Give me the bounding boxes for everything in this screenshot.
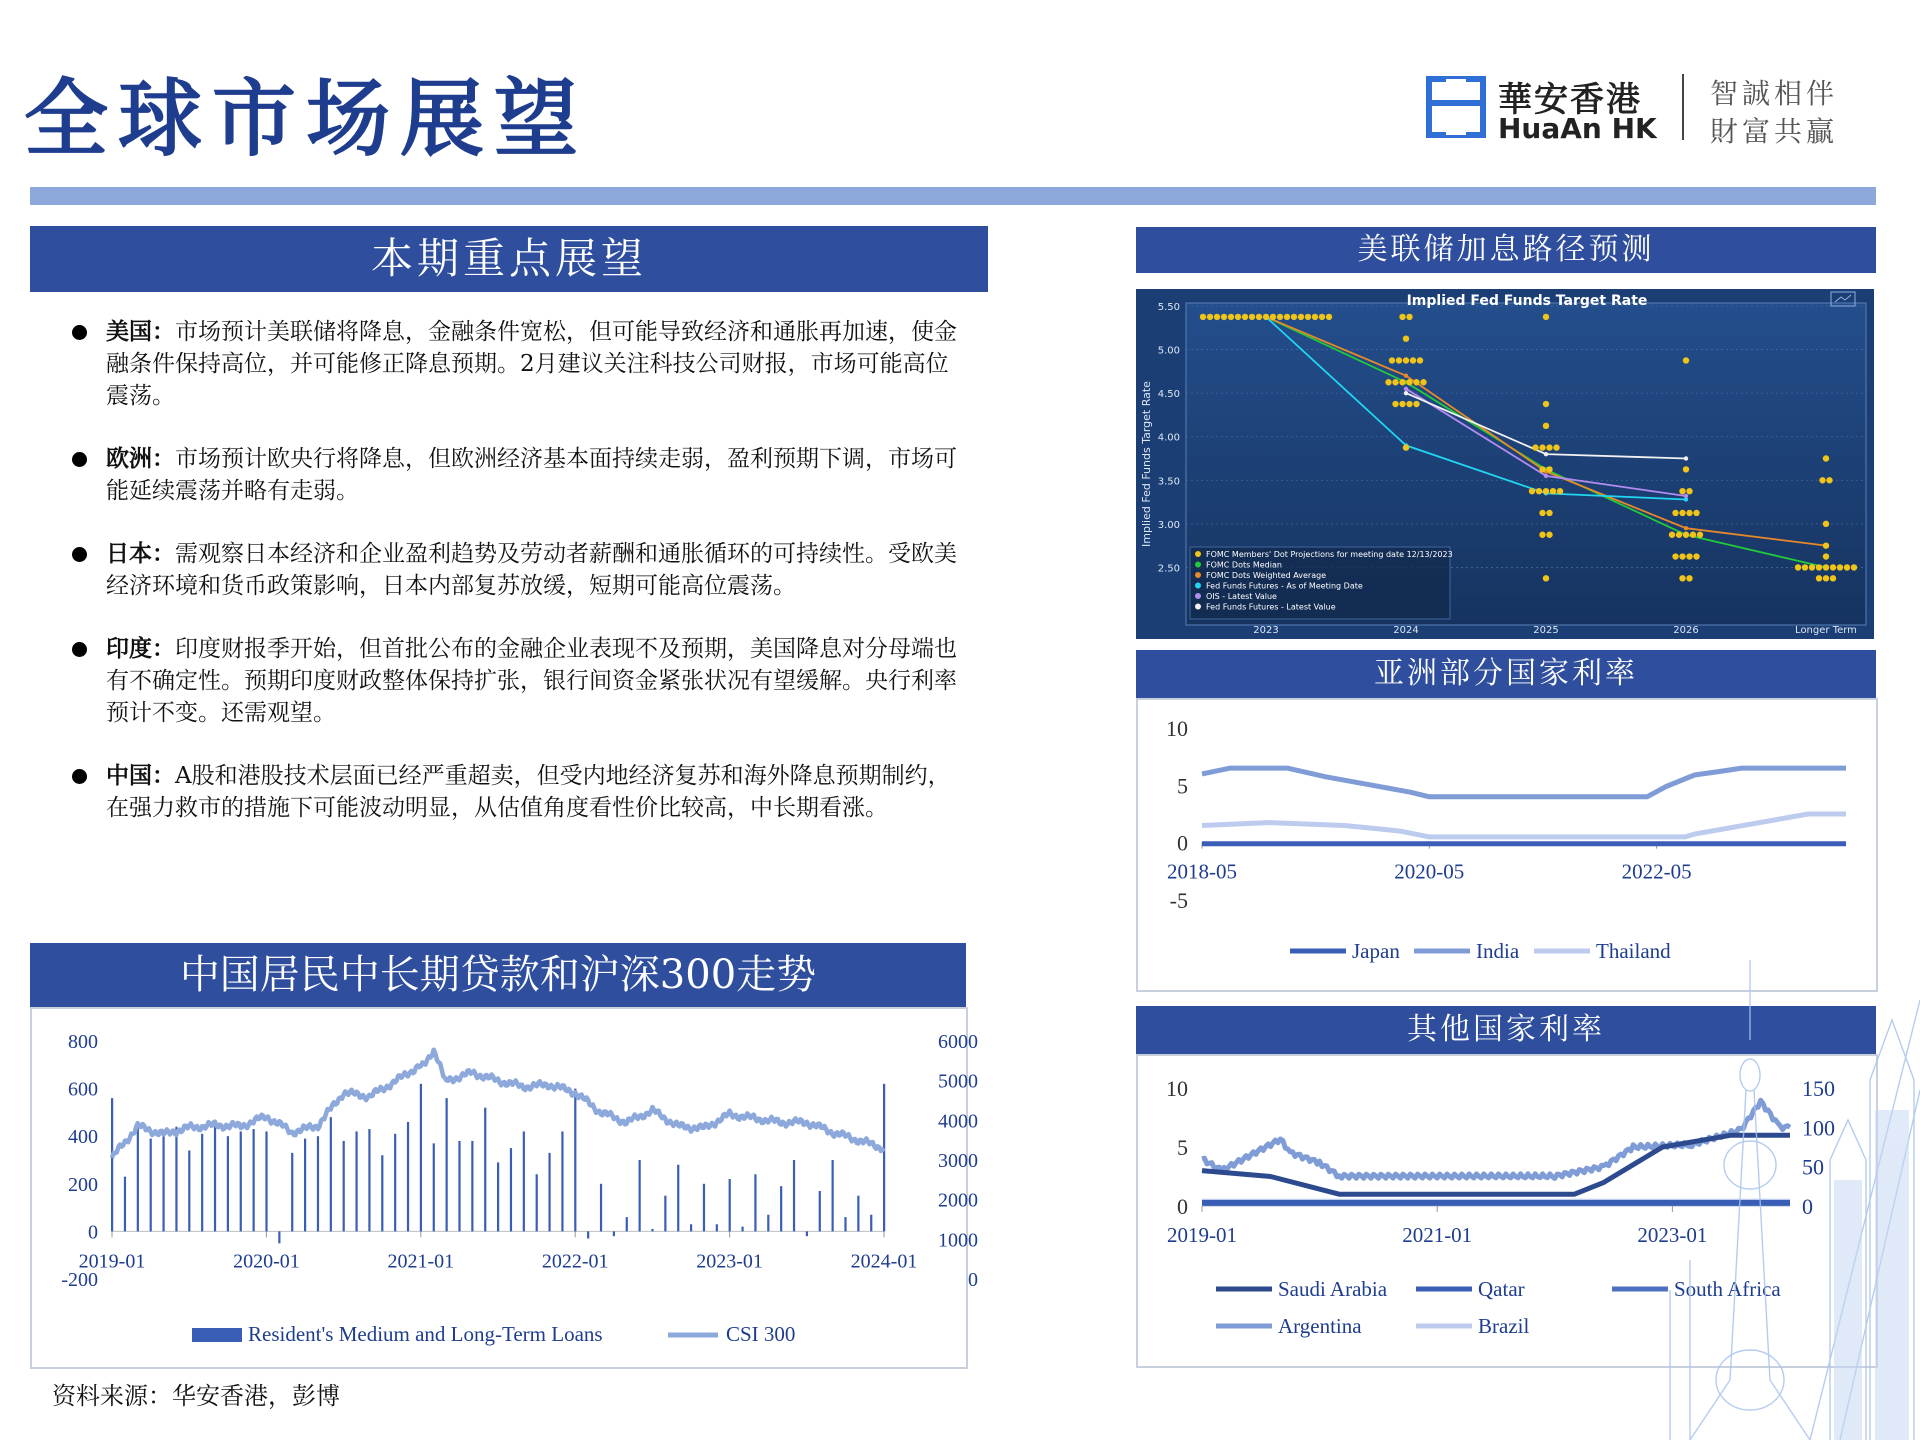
fomc-dot xyxy=(1546,466,1552,472)
chart-title: Implied Fed Funds Target Rate xyxy=(1406,293,1648,309)
legend-label: Thailand xyxy=(1596,939,1671,963)
fomc-dot xyxy=(1686,510,1692,516)
series-point xyxy=(1544,474,1548,478)
key-point-label: 印度： xyxy=(106,635,175,662)
loan-bar xyxy=(819,1191,821,1231)
key-point-label: 美国： xyxy=(106,318,175,345)
fomc-dot xyxy=(1539,532,1545,538)
loan-bar xyxy=(471,1141,473,1231)
bullet-dot-icon xyxy=(72,452,87,467)
fomc-dot xyxy=(1249,314,1255,320)
legend-swatch xyxy=(1195,572,1201,578)
loan-bar xyxy=(536,1174,538,1231)
fomc-dot xyxy=(1284,314,1290,320)
legend-label: Japan xyxy=(1352,939,1400,963)
fomc-dot xyxy=(1200,314,1206,320)
legend-label: Brazil xyxy=(1478,1314,1530,1338)
fomc-dot xyxy=(1686,575,1692,581)
fomc-dot xyxy=(1672,510,1678,516)
y-tick-label: 3.00 xyxy=(1157,519,1180,531)
fomc-dot xyxy=(1256,314,1262,320)
x-tick-label: 2018-05 xyxy=(1167,859,1237,884)
loan-bar xyxy=(291,1153,293,1232)
loans-chart-heading: 中国居民中长期贷款和沪深300走势 xyxy=(30,943,966,1007)
asia-chart-panel xyxy=(1136,698,1878,992)
fomc-dot xyxy=(1686,553,1692,559)
fomc-dot xyxy=(1826,477,1832,483)
x-tick-label: 2022-05 xyxy=(1621,859,1692,884)
fomc-dot xyxy=(1543,488,1549,494)
fomc-dot xyxy=(1543,401,1549,407)
series-line xyxy=(1202,768,1846,797)
loan-bar xyxy=(240,1131,242,1231)
loan-bar xyxy=(278,1231,280,1243)
fomc-dot xyxy=(1816,575,1822,581)
loan-bar xyxy=(613,1231,615,1236)
y-tick-label: 2.50 xyxy=(1157,563,1180,575)
fomc-dot xyxy=(1816,564,1822,570)
y2-tick-label: 0 xyxy=(968,1269,978,1291)
fomc-dot xyxy=(1823,455,1829,461)
legend-swatch xyxy=(1195,583,1201,589)
fomc-dot xyxy=(1403,444,1409,450)
y-tick-label: -200 xyxy=(61,1269,98,1291)
fomc-dot xyxy=(1277,314,1283,320)
loan-bar xyxy=(253,1129,255,1231)
fomc-dot xyxy=(1546,444,1552,450)
fomc-dot xyxy=(1543,575,1549,581)
fomc-dot xyxy=(1529,488,1535,494)
y2-tick-label: 50 xyxy=(1802,1154,1824,1180)
legend-label: Fed Funds Futures - Latest Value xyxy=(1206,602,1336,612)
loan-bar xyxy=(150,1139,152,1232)
fomc-dot xyxy=(1413,401,1419,407)
fomc-dot xyxy=(1413,379,1419,385)
skyline-decoration xyxy=(1630,960,1920,1440)
fomc-dot xyxy=(1399,314,1405,320)
logo-cn: 華安香港 xyxy=(1498,80,1642,120)
page-title: 全球市场展望 xyxy=(24,69,589,168)
legend-label: OIS - Latest Value xyxy=(1206,592,1277,601)
fomc-dot xyxy=(1389,357,1395,363)
loan-bar xyxy=(870,1215,872,1232)
fomc-dot xyxy=(1420,379,1426,385)
key-point-text: A股和港股技术层面已经严重超卖，但受内地经济复苏和海外降息预期制约，在强力救市的措施下可能波动明显，从估值角度看性价比较高，中长期看涨。 xyxy=(106,763,951,821)
x-tick-label: 2019-01 xyxy=(1167,1223,1237,1247)
loans-chart xyxy=(32,1009,978,1367)
loan-bar xyxy=(175,1127,177,1232)
logo-en: HuaAn HK xyxy=(1498,112,1657,145)
loan-bar xyxy=(857,1196,859,1232)
fomc-dot xyxy=(1679,510,1685,516)
loan-bar xyxy=(639,1160,641,1231)
y2-tick-label: 4000 xyxy=(938,1110,978,1133)
fomc-dot xyxy=(1536,488,1542,494)
loan-bar xyxy=(124,1177,126,1232)
fomc-dot xyxy=(1263,314,1269,320)
x-tick-label: 2024 xyxy=(1393,625,1419,636)
x-tick-label: 2026 xyxy=(1673,625,1699,636)
legend-label: Qatar xyxy=(1478,1277,1525,1301)
y-tick-label: 10 xyxy=(1166,716,1188,741)
fomc-dot xyxy=(1319,314,1325,320)
fomc-dot xyxy=(1693,553,1699,559)
fomc-dot xyxy=(1672,553,1678,559)
loan-bar xyxy=(587,1231,589,1238)
loan-bar xyxy=(317,1136,319,1231)
fed-chart-heading: 美联储加息路径预测 xyxy=(1136,227,1876,273)
fomc-dot xyxy=(1392,379,1398,385)
loan-bar xyxy=(510,1148,512,1231)
fomc-dot xyxy=(1207,314,1213,320)
fomc-dot xyxy=(1385,379,1391,385)
loan-bar xyxy=(497,1162,499,1231)
legend-swatch xyxy=(1195,593,1201,599)
fomc-dot xyxy=(1844,564,1850,570)
x-tick-label: 2020-05 xyxy=(1394,859,1465,884)
fomc-dot xyxy=(1539,444,1545,450)
y-tick-label: 0 xyxy=(88,1221,98,1244)
loan-bar xyxy=(729,1179,731,1231)
fomc-dot xyxy=(1686,488,1692,494)
loans-chart-panel xyxy=(30,1007,978,1369)
loan-bar xyxy=(600,1184,602,1232)
fomc-dot xyxy=(1830,564,1836,570)
key-points-list xyxy=(66,316,966,855)
fomc-dot xyxy=(1399,379,1405,385)
source-note: 资料来源：华安香港，彭博 xyxy=(52,1382,340,1410)
loan-bar xyxy=(690,1224,692,1231)
series-point xyxy=(1684,526,1688,530)
y2-tick-label: 3000 xyxy=(938,1150,978,1172)
fomc-dot xyxy=(1242,314,1248,320)
bullet-dot-icon xyxy=(72,547,87,562)
legend-label: Fed Funds Futures - As of Meeting Date xyxy=(1206,581,1363,591)
series-point xyxy=(1684,494,1688,498)
loan-bar xyxy=(651,1229,653,1231)
fomc-dot xyxy=(1417,357,1423,363)
loan-bar xyxy=(188,1150,190,1231)
legend-swatch-loans xyxy=(192,1328,242,1342)
fomc-dot xyxy=(1312,314,1318,320)
y-tick-label: 800 xyxy=(68,1031,98,1053)
key-point-text: 市场预计欧央行将降息，但欧洲经济基本面持续走弱，盈利预期下调，市场可能延续震荡并略有走弱。 xyxy=(106,446,957,504)
legend-label: South Africa xyxy=(1674,1277,1781,1301)
legend-label: FOMC Members' Dot Projections for meeting date 12/13/2023 xyxy=(1206,550,1453,559)
y2-tick-label: 5000 xyxy=(938,1070,978,1093)
key-point-japan xyxy=(66,538,966,602)
x-tick-label: 2024-01 xyxy=(850,1250,918,1273)
key-point-india xyxy=(66,633,966,729)
logo-slogan-2: 財富共贏 xyxy=(1710,115,1839,148)
fomc-dot xyxy=(1683,357,1689,363)
fomc-dot xyxy=(1406,379,1412,385)
y2-tick-label: 0 xyxy=(1802,1194,1813,1219)
fomc-dot xyxy=(1406,314,1412,320)
legend-label: Resident's Medium and Long-Term Loans xyxy=(248,1322,603,1346)
fomc-dot xyxy=(1802,564,1808,570)
loan-bar xyxy=(677,1165,679,1232)
x-tick-label: 2019-01 xyxy=(78,1250,146,1273)
fomc-dot xyxy=(1690,532,1696,538)
legend-swatch xyxy=(1195,551,1201,557)
loan-bar xyxy=(716,1224,718,1231)
y-tick-label: 0 xyxy=(1177,830,1188,856)
loan-bar xyxy=(561,1131,563,1231)
y-tick-label: 5 xyxy=(1177,773,1188,799)
fomc-dot xyxy=(1406,401,1412,407)
key-point-china xyxy=(66,760,966,824)
legend-label: FOMC Dots Weighted Average xyxy=(1206,571,1327,580)
x-tick-label: 2021-01 xyxy=(387,1250,455,1273)
loan-bar xyxy=(201,1134,203,1232)
fomc-dot xyxy=(1795,564,1801,570)
x-tick-label: 2020-01 xyxy=(233,1250,300,1273)
loan-bar xyxy=(626,1217,628,1231)
key-point-label: 中国： xyxy=(106,762,175,789)
loan-bar xyxy=(767,1215,769,1232)
fomc-dot xyxy=(1669,532,1675,538)
fomc-dot xyxy=(1823,521,1829,527)
y2-tick-label: 100 xyxy=(1802,1115,1835,1141)
legend-swatch xyxy=(1195,604,1201,610)
fomc-dot xyxy=(1221,314,1227,320)
loan-bar xyxy=(137,1124,139,1231)
loan-bar xyxy=(227,1136,229,1231)
series-point xyxy=(1684,456,1688,460)
asia-chart xyxy=(1138,700,1876,990)
fomc-dot xyxy=(1823,564,1829,570)
key-point-text: 市场预计美联储将降息，金融条件宽松，但可能导致经济和通胀再加速，使金融条件保持高位，并可能修正降息预期。2月建议关注科技公司财报，市场可能高位震荡。 xyxy=(106,319,957,409)
loan-bar xyxy=(304,1139,306,1232)
loan-bar xyxy=(793,1160,795,1231)
loan-bar xyxy=(355,1131,357,1231)
key-point-label: 欧洲： xyxy=(106,445,175,472)
fomc-dot xyxy=(1823,575,1829,581)
fomc-dot xyxy=(1557,488,1563,494)
series-line xyxy=(1202,814,1846,837)
fomc-dot xyxy=(1532,444,1538,450)
fomc-dot xyxy=(1823,553,1829,559)
loan-bar xyxy=(446,1098,448,1231)
y-tick-label: 400 xyxy=(68,1126,98,1149)
legend-label: CSI 300 xyxy=(726,1322,796,1346)
y-tick-label: 5.00 xyxy=(1157,345,1180,357)
fomc-dot xyxy=(1837,564,1843,570)
bullet-dot-icon xyxy=(72,325,87,340)
fomc-dot xyxy=(1235,314,1241,320)
logo xyxy=(1426,72,1846,148)
y-tick-label: 4.00 xyxy=(1157,432,1180,444)
fomc-dot xyxy=(1683,532,1689,538)
y2-tick-label: 150 xyxy=(1802,1076,1835,1101)
x-tick-label: 2023 xyxy=(1253,625,1279,636)
fomc-dot xyxy=(1830,575,1836,581)
loan-bar xyxy=(407,1122,409,1231)
loan-bar xyxy=(664,1196,666,1232)
loan-bar xyxy=(368,1129,370,1231)
fomc-dot xyxy=(1539,510,1545,516)
fomc-dot xyxy=(1546,532,1552,538)
asia-chart-heading: 亚洲部分国家利率 xyxy=(1136,650,1876,698)
legend-label: India xyxy=(1476,939,1520,963)
fomc-dot xyxy=(1679,553,1685,559)
key-point-text: 印度财报季开始，但首批公布的金融企业表现不及预期，美国降息对分母端也有不确定性。预期印度财政整体保持扩张，银行间资金紧张状况有望缓解。央行利率预计不变。还需观望。 xyxy=(106,636,957,726)
loan-bar xyxy=(484,1108,486,1232)
loan-bar xyxy=(394,1134,396,1232)
x-tick-label: Longer Term xyxy=(1795,625,1857,636)
loan-bar xyxy=(844,1217,846,1231)
loan-bar xyxy=(162,1131,164,1231)
legend-label: Argentina xyxy=(1278,1314,1362,1338)
key-point-us xyxy=(66,316,966,412)
x-tick-label: 2023-01 xyxy=(1637,1223,1708,1247)
fomc-dot xyxy=(1550,488,1556,494)
fomc-dot xyxy=(1399,401,1405,407)
fomc-dot xyxy=(1396,357,1402,363)
fed-chart-panel xyxy=(1136,289,1874,639)
y-tick-label: 4.50 xyxy=(1157,389,1180,401)
key-point-europe xyxy=(66,443,966,507)
fomc-dot xyxy=(1676,532,1682,538)
legend-swatch xyxy=(1195,562,1201,568)
fomc-dot xyxy=(1683,466,1689,472)
x-tick-label: 2025 xyxy=(1533,625,1559,636)
y2-tick-label: 2000 xyxy=(938,1189,978,1212)
loan-bar xyxy=(523,1131,525,1231)
x-tick-label: 2022-01 xyxy=(541,1250,609,1273)
loan-bar xyxy=(330,1117,332,1231)
fomc-dot xyxy=(1291,314,1297,320)
fomc-dot xyxy=(1546,510,1552,516)
fomc-dot xyxy=(1298,314,1304,320)
loan-bar xyxy=(265,1131,267,1231)
x-tick-label: 2021-01 xyxy=(1402,1223,1473,1247)
y-tick-label: 600 xyxy=(68,1078,98,1101)
logo-slogan-1: 智誠相伴 xyxy=(1710,77,1839,110)
fomc-dot xyxy=(1679,575,1685,581)
logo-divider xyxy=(1682,74,1684,140)
x-tick-label: 2023-01 xyxy=(696,1250,763,1273)
fomc-dot xyxy=(1392,401,1398,407)
fomc-dot xyxy=(1543,314,1549,320)
legend-label: FOMC Dots Median xyxy=(1206,560,1282,570)
fomc-dot xyxy=(1693,510,1699,516)
y-tick-label: 0 xyxy=(1177,1194,1188,1219)
fomc-dot xyxy=(1228,314,1234,320)
key-points-heading: 本期重点展望 xyxy=(30,226,988,292)
fomc-dot xyxy=(1851,564,1857,570)
bullet-dot-icon xyxy=(72,642,87,657)
header-rule xyxy=(30,187,1876,205)
loan-bar xyxy=(214,1122,216,1231)
series-point xyxy=(1404,374,1408,378)
y-tick-label: -5 xyxy=(1169,888,1188,913)
loan-bar xyxy=(741,1227,743,1232)
fomc-dot xyxy=(1214,314,1220,320)
loan-bar xyxy=(703,1184,705,1232)
fomc-dot xyxy=(1809,564,1815,570)
fomc-dot xyxy=(1543,423,1549,429)
y-tick-label: 10 xyxy=(1166,1076,1188,1101)
loan-bar xyxy=(458,1141,460,1231)
y2-tick-label: 1000 xyxy=(938,1229,978,1252)
loan-bar xyxy=(780,1186,782,1231)
fomc-dot xyxy=(1819,477,1825,483)
fomc-dot xyxy=(1539,466,1545,472)
fed-chart xyxy=(1136,289,1874,639)
y-tick-label: 5 xyxy=(1177,1135,1188,1160)
loan-bar xyxy=(754,1174,756,1231)
logo-mark-icon xyxy=(1426,76,1486,138)
loan-bar xyxy=(420,1084,422,1232)
legend-label: Saudi Arabia xyxy=(1278,1277,1388,1301)
loan-bar xyxy=(433,1143,435,1231)
other-chart-heading: 其他国家利率 xyxy=(1136,1006,1876,1054)
fomc-dot xyxy=(1679,488,1685,494)
loan-bar xyxy=(883,1084,885,1232)
series-point xyxy=(1404,387,1408,391)
loan-bar xyxy=(574,1089,576,1232)
y-tick-label: 200 xyxy=(68,1173,98,1196)
loan-bar xyxy=(111,1098,113,1231)
series-point xyxy=(1404,391,1408,395)
fomc-dot xyxy=(1823,542,1829,548)
fomc-dot xyxy=(1305,314,1311,320)
fomc-dot xyxy=(1553,444,1559,450)
fomc-dot xyxy=(1326,314,1332,320)
loan-bar xyxy=(548,1153,550,1232)
key-point-label: 日本： xyxy=(106,540,175,567)
fomc-dot xyxy=(1403,357,1409,363)
y-tick-label: 3.50 xyxy=(1157,476,1180,488)
y2-tick-label: 6000 xyxy=(938,1031,978,1053)
series-point xyxy=(1544,452,1548,456)
fomc-dot xyxy=(1410,357,1416,363)
loan-bar xyxy=(832,1160,834,1231)
bullet-dot-icon xyxy=(72,769,87,784)
loan-bar xyxy=(806,1231,808,1236)
y-axis-label: Implied Fed Funds Target Rate xyxy=(1140,381,1153,547)
key-point-text: 需观察日本经济和企业盈利趋势及劳动者薪酬和通胀循环的可持续性。受欧美经济环境和货币政策影响，日本内部复苏放缓，短期可能高位震荡。 xyxy=(106,541,957,599)
fomc-dot xyxy=(1270,314,1276,320)
fomc-dot xyxy=(1697,532,1703,538)
loan-bar xyxy=(381,1155,383,1231)
fomc-dot xyxy=(1403,335,1409,341)
loan-bar xyxy=(343,1141,345,1231)
y-tick-label: 5.50 xyxy=(1157,302,1180,313)
